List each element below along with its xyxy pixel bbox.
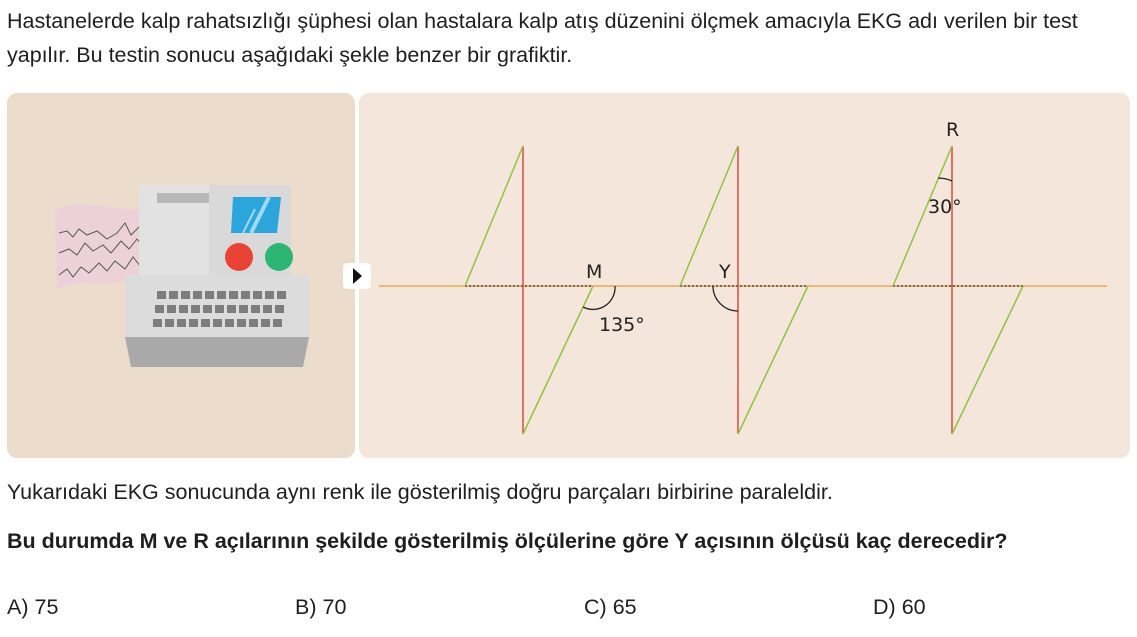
option-a[interactable] <box>7 595 58 620</box>
question-text: Bu durumda M ve R açılarının şekilde gösterilmiş ölçülerine göre Y açısının ölçüsü kaç derecedir? <box>7 529 1008 553</box>
option-c[interactable] <box>584 595 637 620</box>
statement-text: Yukarıdaki EKG sonucunda aynı renk ile gösterilmiş doğru parçaları birbirine paraleldir. <box>7 480 833 504</box>
angle-R-value: 30° <box>928 196 962 218</box>
option-d[interactable] <box>873 595 926 620</box>
option-letter: A) <box>7 595 29 619</box>
option-value: 60 <box>901 595 926 619</box>
option-b[interactable] <box>295 595 346 620</box>
option-value: 70 <box>322 595 347 619</box>
right-panel <box>359 93 1130 458</box>
label-Y: Y <box>719 261 731 283</box>
intro-text: Hastanelerde kalp rahatsızlığı şüphesi olan hastalara kalp atış düzenini ölçmek amacıyla EKG adı verilen bir test yapılır. Bu testin sonucu aşağıdaki şekle benzer bir grafiktir. <box>7 9 1078 67</box>
machine-screen <box>231 197 281 233</box>
option-letter: B) <box>295 595 317 619</box>
option-letter: C) <box>584 595 607 619</box>
ekg-figure <box>7 93 1130 458</box>
angle-M-value: 135° <box>599 314 645 336</box>
option-value: 75 <box>34 595 59 619</box>
keyboard-keys <box>153 291 286 327</box>
paper-slot <box>157 193 209 203</box>
machine-base <box>125 337 309 367</box>
option-value: 65 <box>612 595 637 619</box>
label-R: R <box>946 119 960 141</box>
red-button <box>225 243 253 271</box>
green-button <box>265 243 293 271</box>
label-M: M <box>586 261 603 283</box>
option-letter: D) <box>873 595 896 619</box>
